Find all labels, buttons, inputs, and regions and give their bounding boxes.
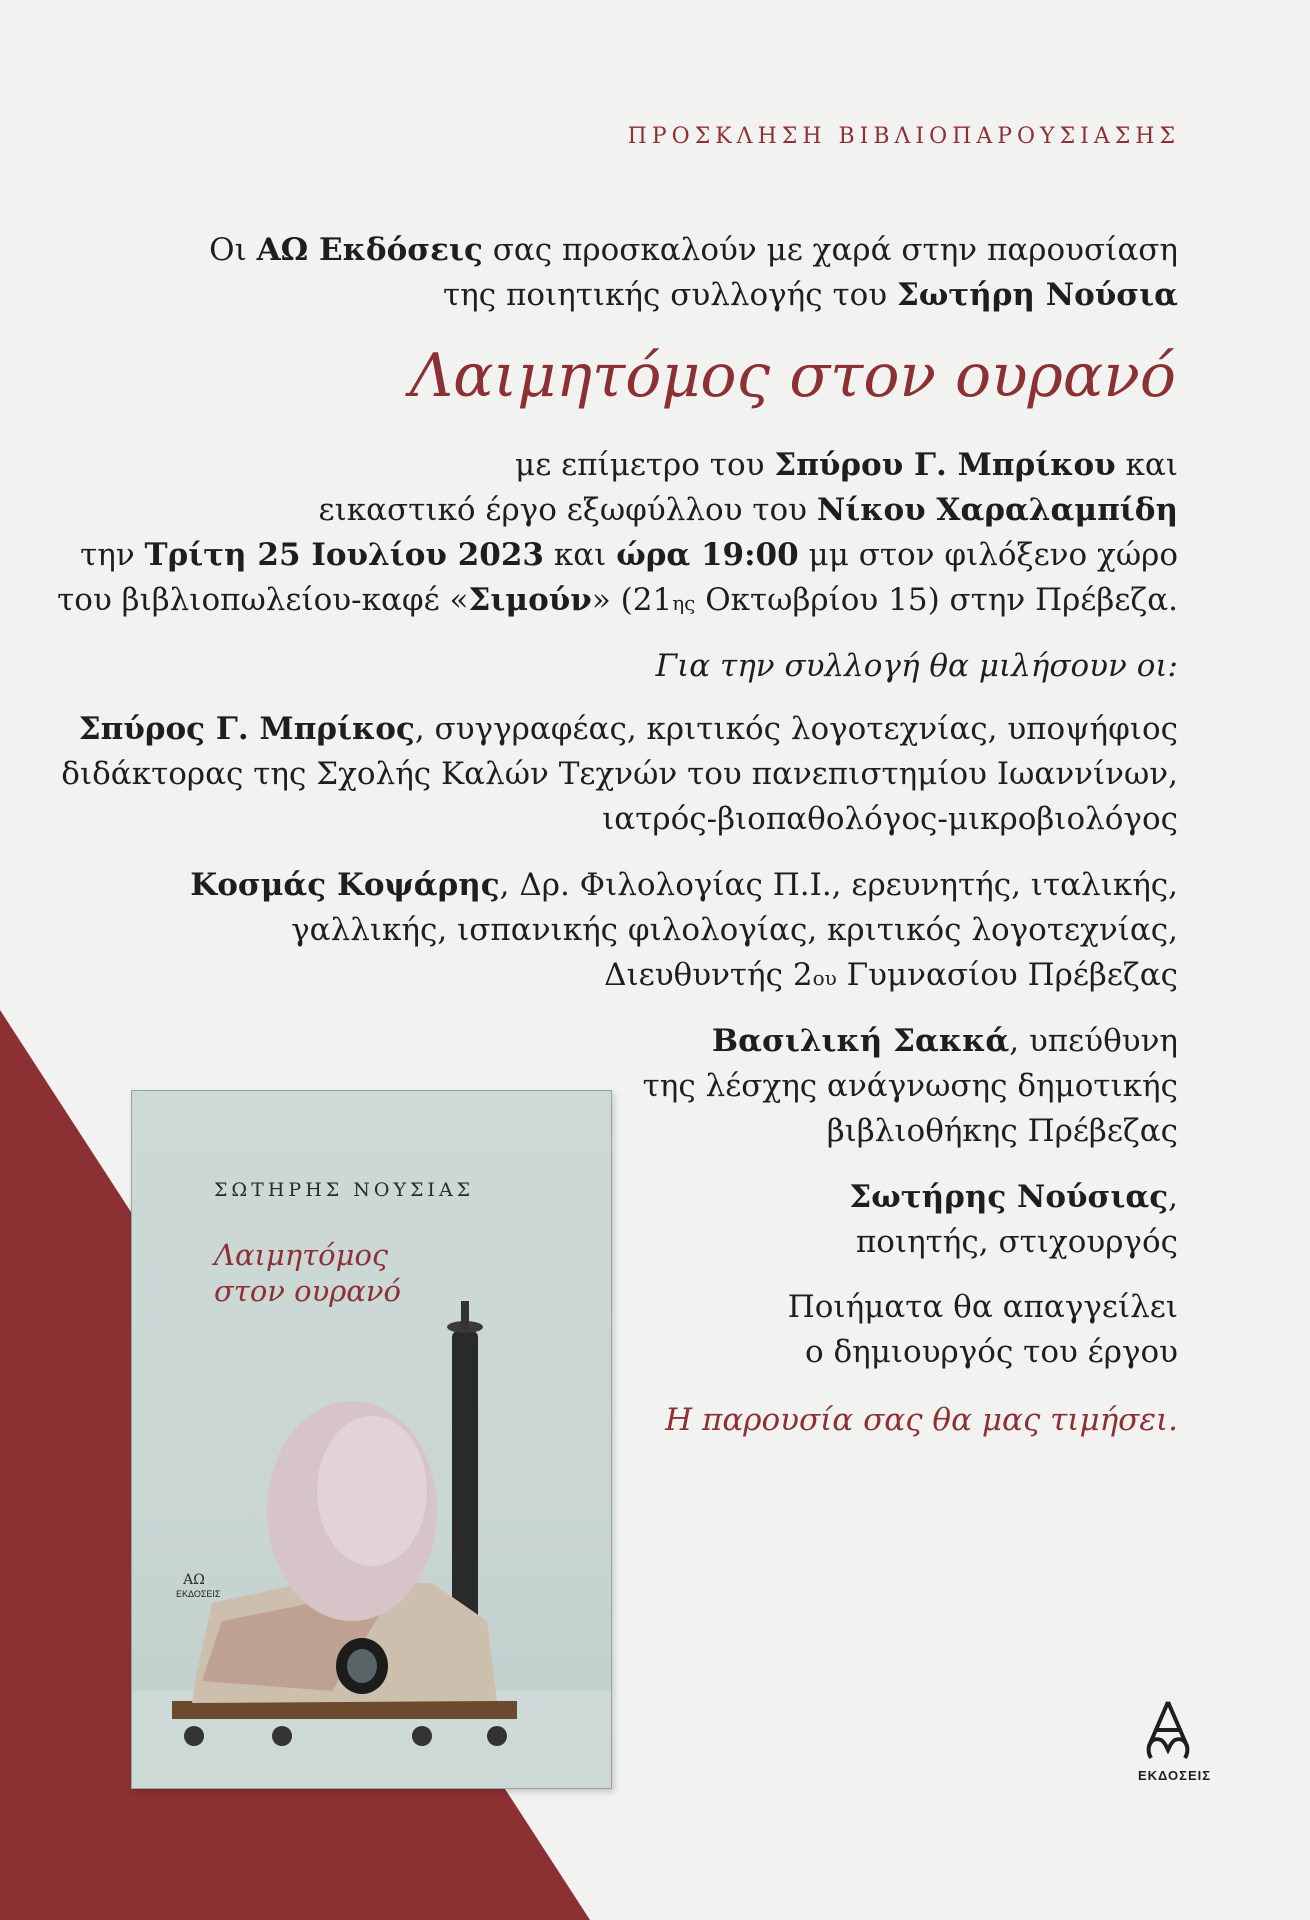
speaker-3: Βασιλική Σακκά, υπεύθυνη της λέσχης ανάγνωσης δημοτικής βιβλιοθήκης Πρέβεζας [642, 1023, 1178, 1149]
alpha-omega-logo-icon [1138, 1700, 1212, 1790]
details-line-3: την Τρίτη 25 Ιουλίου 2023 και ώρα 19:00 μμ στον φιλόξενο χώρο [80, 537, 1178, 573]
invitation-header: ΠΡΟΣΚΛΗΣΗ ΒΙΒΛΙΟΠΑΡΟΥΣΙΑΣΗΣ [627, 124, 1180, 149]
speaker-name: Βασιλική Σακκά [711, 1023, 1010, 1059]
speakers-intro: Για την συλλογή θα μιλήσουν οι: [655, 648, 1178, 684]
cover-publisher-mark: ΕΚΔΟΣΕΙΣ [176, 1589, 221, 1599]
intro-line-1: Οι ΑΩ Εκδόσεις σας προσκαλούν με χαρά στην παρουσίαση [209, 232, 1178, 268]
book-title: Λαιμητόμος στον ουρανό [409, 341, 1176, 411]
logo-text: ΕΚΔΟΣΕΙΣ [1138, 1768, 1212, 1783]
svg-text:ΑΩ: ΑΩ [183, 1572, 205, 1588]
speaker-4: Σωτήρης Νούσιας, ποιητής, στιχουργός [849, 1179, 1178, 1260]
speaker-name: Σπύρος Γ. Μπρίκος [78, 711, 415, 747]
alpha-omega-logo-icon [1143, 1700, 1193, 1762]
speaker-name: Κοσμάς Κοψάρης [190, 867, 500, 903]
intro-paragraph [209, 228, 1178, 318]
recital-note: Ποιήματα θα απαγγείλει ο δημιουργός του έργου [787, 1289, 1178, 1370]
details-line-1: με επίμετρο του Σπύρου Γ. Μπρίκου και [515, 447, 1178, 483]
speaker-2: Κοσμάς Κοψάρης, Δρ. Φιλολογίας Π.Ι., ερευνητής, ιταλικής, γαλλικής, ισπανικής φιλολογίας, κριτικός λογοτεχνίας, Διευθυντής 2ου Γυμνασίου Πρέβεζας [190, 867, 1178, 993]
intro-line-2: της ποιητικής συλλογής του Σωτήρη Νούσια [443, 277, 1178, 313]
cover-author: ΣΩΤΗΡΗΣ ΝΟΥΣΙΑΣ [214, 1179, 475, 1201]
cover-title: Λαιμητόμος στον ουρανό [214, 1238, 401, 1308]
details-line-2: εικαστικό έργο εξωφύλλου του Νίκου Χαραλαμπίδη [318, 492, 1178, 528]
event-details [57, 443, 1178, 626]
closing-line: Η παρουσία σας θα μας τιμήσει. [665, 1402, 1178, 1438]
book-cover-image [131, 1090, 612, 1789]
speaker-name: Σωτήρης Νούσιας [849, 1179, 1169, 1215]
details-line-4: του βιβλιοπωλείου-καφέ «Σιμούν» (21ης Οκτωβρίου 15) στην Πρέβεζα. [57, 582, 1178, 618]
speaker-1: Σπύρος Γ. Μπρίκος, συγγραφέας, κριτικός λογοτεχνίας, υποψήφιος διδάκτορας της Σχολής Καλών Τεχνών του πανεπιστημίου Ιωαννίνων, ιατρός-βιοπαθολόγος-μικροβιολόγος [61, 711, 1178, 837]
